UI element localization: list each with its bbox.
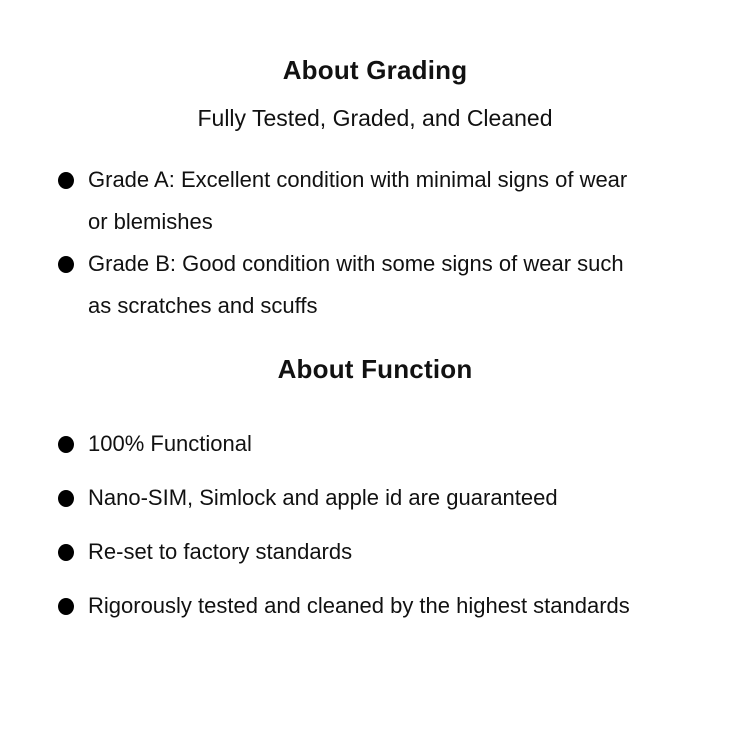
- list-item-text: Grade A: Excellent condition with minimal signs of wear or blemishes: [88, 167, 628, 234]
- grading-section: [58, 54, 692, 327]
- grading-section-title: About Grading: [282, 55, 468, 85]
- list-item: [58, 243, 692, 327]
- function-section-title: About Function: [277, 354, 473, 384]
- grading-section-subtitle: Fully Tested, Graded, and Cleaned: [197, 105, 553, 131]
- list-item-text: Rigorously tested and cleaned by the highest standards: [88, 593, 630, 618]
- list-item: [58, 531, 692, 573]
- list-item: [58, 423, 692, 465]
- bullet-icon: [58, 436, 74, 453]
- function-list: [58, 423, 692, 627]
- function-section: [58, 353, 692, 627]
- bullet-icon: [58, 256, 74, 273]
- bullet-icon: [58, 172, 74, 189]
- list-item: [58, 477, 692, 519]
- list-item: [58, 585, 692, 627]
- grading-list: [58, 159, 692, 327]
- list-item-text: Nano-SIM, Simlock and apple id are guaranteed: [88, 485, 558, 510]
- list-item-text: Grade B: Good condition with some signs of wear such as scratches and scuffs: [88, 251, 624, 318]
- list-item-text: 100% Functional: [88, 431, 252, 456]
- bullet-icon: [58, 598, 74, 615]
- list-item-text: Re-set to factory standards: [88, 539, 353, 564]
- list-item: [58, 159, 692, 243]
- bullet-icon: [58, 544, 74, 561]
- bullet-icon: [58, 490, 74, 507]
